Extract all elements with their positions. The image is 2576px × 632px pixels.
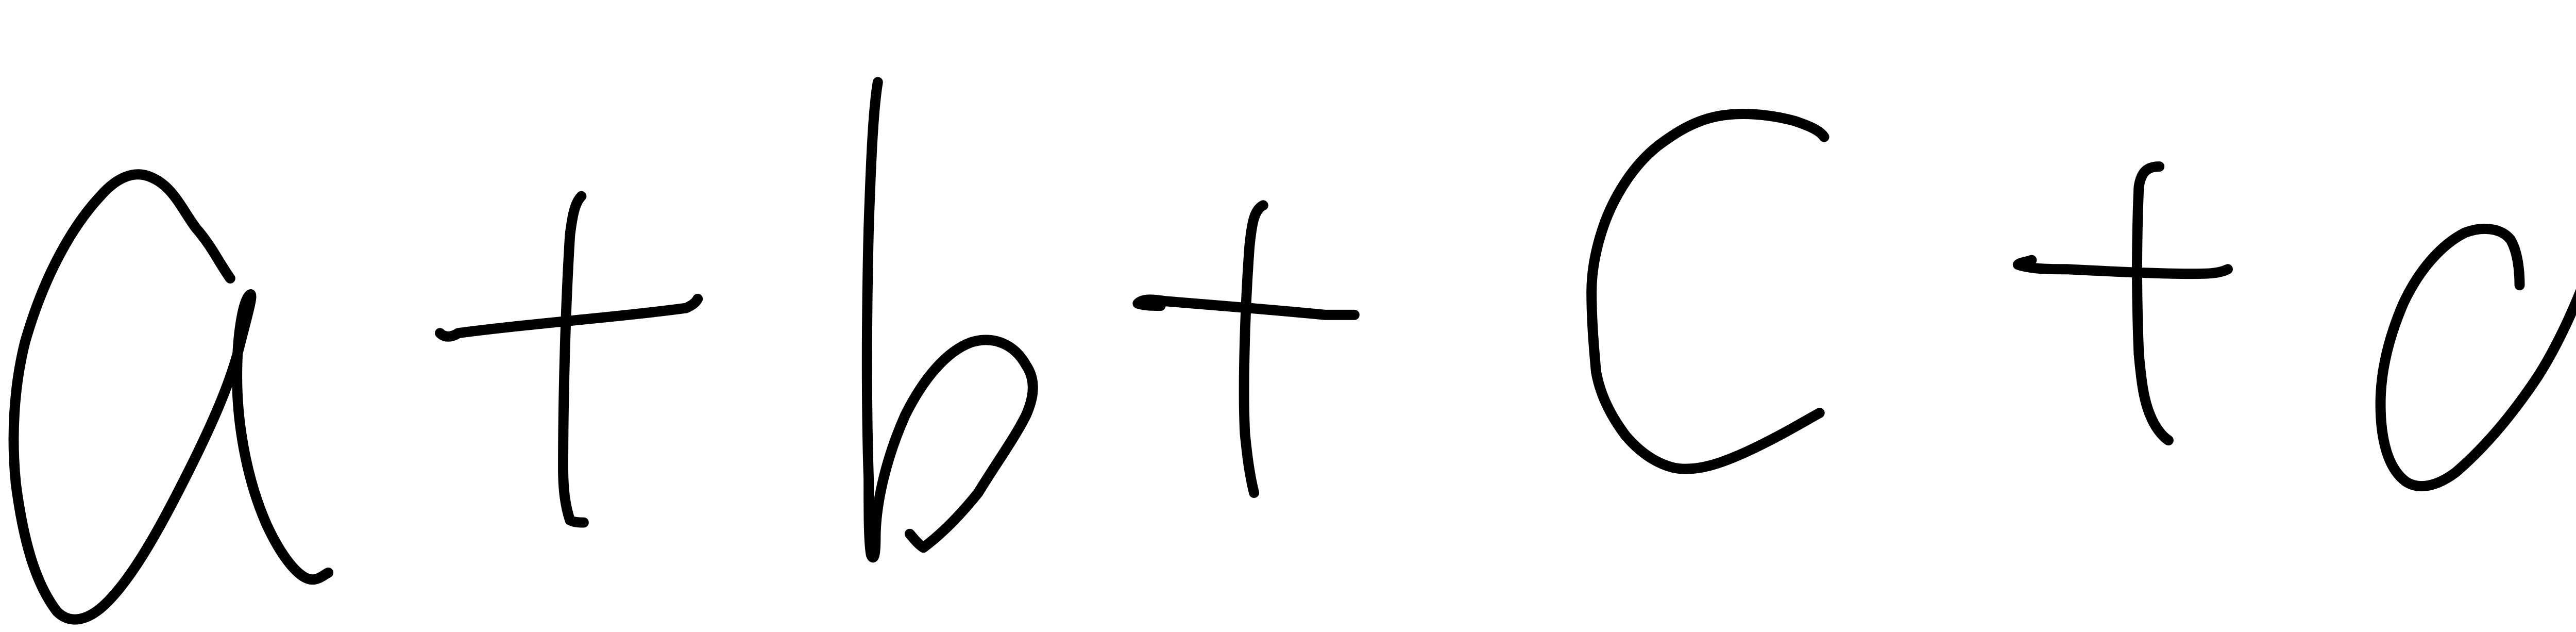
symbol-d bbox=[2381, 9, 2576, 486]
symbol-d-bowl bbox=[2381, 9, 2576, 486]
symbol-plus-3 bbox=[2018, 167, 2228, 440]
symbol-a bbox=[14, 174, 329, 619]
symbol-b-stroke bbox=[867, 82, 1033, 557]
symbol-a-stroke-loop bbox=[14, 174, 329, 619]
symbol-plus-2 bbox=[1138, 205, 1354, 493]
symbol-b bbox=[867, 82, 1033, 557]
plus-3-vertical bbox=[2137, 167, 2168, 440]
plus-1-vertical bbox=[563, 196, 584, 523]
symbol-plus-1 bbox=[440, 196, 698, 523]
plus-2-vertical bbox=[1244, 205, 1263, 493]
symbol-c bbox=[1591, 114, 1824, 469]
symbol-c-stroke bbox=[1591, 114, 1824, 469]
plus-3-horizontal bbox=[2018, 260, 2228, 274]
